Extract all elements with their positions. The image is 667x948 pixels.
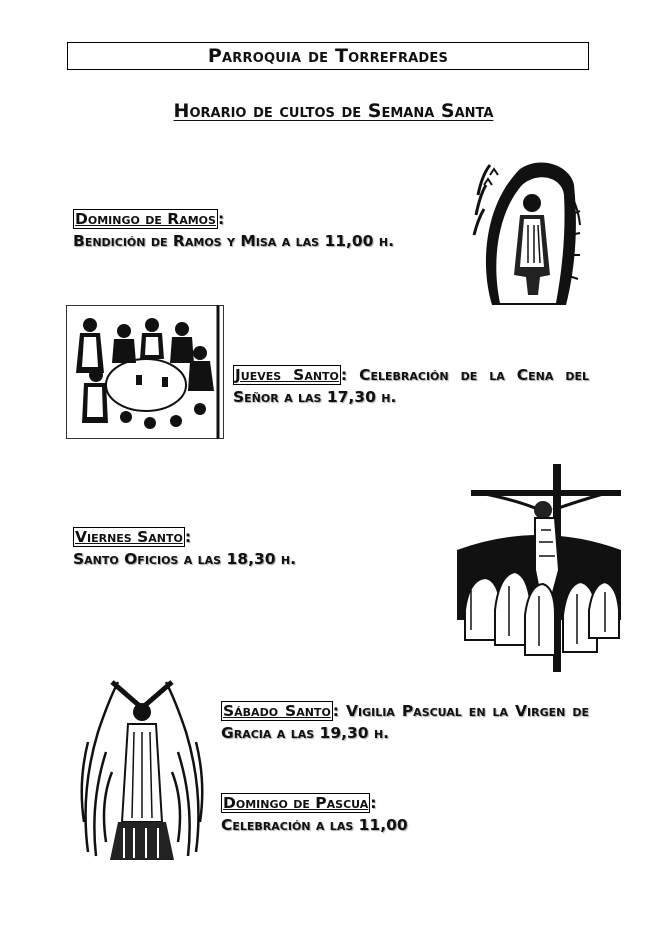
schedule-title: Horario de cultos de Semana Santa: [173, 100, 494, 122]
event-holy-saturday-label: Sábado Santo: [223, 702, 331, 720]
event-holy-saturday-text: Vigilia Pascual en la Virgen de Gracia a las 19,30 h.: [221, 702, 589, 742]
last-supper-illustration: [66, 305, 224, 439]
colon: :: [217, 210, 225, 228]
event-palm-sunday-text: Bendición de Ramos y Misa a las 11,00 h.: [73, 232, 394, 250]
event-palm-sunday: [73, 208, 453, 252]
event-palm-sunday-heading: [73, 208, 453, 230]
event-easter-sunday-text: Celebración a las 11,00: [221, 816, 408, 834]
colon: :: [340, 366, 348, 384]
event-good-friday-text: Santo Oficios a las 18,30 h.: [73, 550, 297, 568]
event-good-friday: [73, 526, 433, 570]
event-easter-sunday: [221, 792, 581, 836]
parish-title: Parroquia de Torrefrades: [207, 45, 449, 67]
colon: :: [184, 528, 192, 546]
colon: :: [332, 702, 339, 720]
event-easter-sunday-label: Domingo de Pascua: [223, 794, 369, 812]
crucifixion-illustration: [455, 460, 623, 672]
event-good-friday-label: Viernes Santo: [75, 528, 183, 546]
schedule-heading: [0, 100, 667, 122]
event-palm-sunday-label: Domingo de Ramos: [75, 210, 216, 228]
parish-title-box: [67, 42, 589, 70]
event-holy-thursday-label: Jueves Santo: [235, 366, 339, 384]
resurrection-illustration: [78, 672, 206, 862]
colon: :: [370, 794, 377, 812]
event-holy-thursday-text: Celebración de la Cena del Señor a las 17,30 h.: [233, 366, 590, 406]
event-good-friday-heading: [73, 526, 433, 548]
event-holy-thursday: [233, 364, 589, 408]
event-easter-sunday-heading: [221, 792, 581, 814]
jesus-palms-illustration: [470, 155, 582, 305]
event-holy-saturday: [221, 700, 589, 744]
